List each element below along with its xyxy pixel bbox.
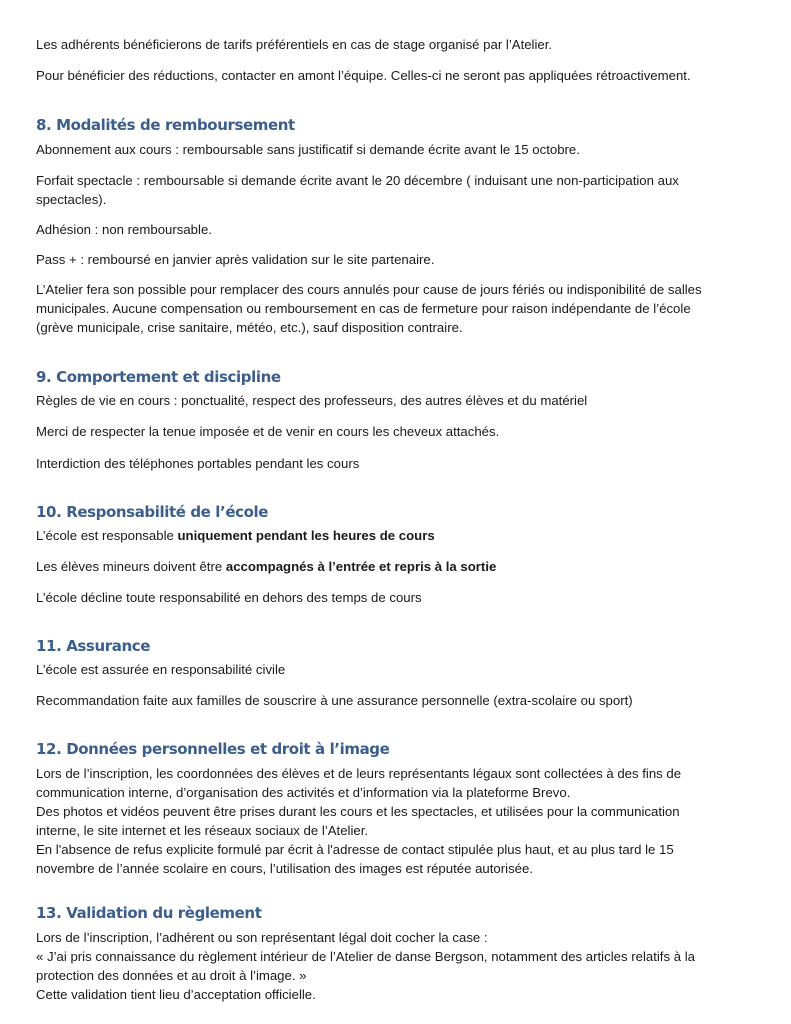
section-10-paragraph-2-bold: accompagnés à l’entrée et repris à la sortie <box>225 559 497 574</box>
section-12-line-5: En l'absence de refus explicite formulé par écrit à l'adresse de contact stipulée plus haut, et au plus tard le 15 <box>36 842 674 857</box>
section-8-paragraph-2-line-2: spectacles). <box>36 192 107 207</box>
section-9-heading: 9. Comportement et discipline <box>36 368 281 386</box>
section-10-paragraph-1 <box>36 527 435 545</box>
section-8-paragraph-4: Pass + : remboursé en janvier après validation sur le site partenaire. <box>36 252 435 267</box>
section-13-body <box>36 928 761 1004</box>
section-8-paragraph-5 <box>36 280 761 337</box>
section-9-paragraph-1: Règles de vie en cours : ponctualité, respect des professeurs, des autres élèves et du matériel <box>36 393 588 408</box>
section-13-line-2: « J’ai pris connaissance du règlement intérieur de l’Atelier de danse Bergson, notamment des articles relatifs à la <box>36 949 695 964</box>
section-8-paragraph-3: Adhésion : non remboursable. <box>36 222 212 237</box>
section-8-paragraph-5-line-2: municipales. Aucune compensation ou remboursement en cas de fermeture pour raison indépendante de l’école <box>36 301 691 316</box>
section-13-heading: 13. Validation du règlement <box>36 904 262 922</box>
section-8-paragraph-2-line-1: Forfait spectacle : remboursable si demande écrite avant le 20 décembre ( induisant une non-participation aux <box>36 173 679 188</box>
intro-paragraph-2: Pour bénéficier des réductions, contacter en amont l’équipe. Celles-ci ne seront pas appliquées rétroactivement. <box>36 68 691 83</box>
section-11-paragraph-2: Recommandation faite aux familles de souscrire à une assurance personnelle (extra-scolaire ou sport) <box>36 693 633 708</box>
section-12-line-6: novembre de l’année scolaire en cours, l’utilisation des images est réputée autorisée. <box>36 861 534 876</box>
section-8-paragraph-1: Abonnement aux cours : remboursable sans justificatif si demande écrite avant le 15 octobre. <box>36 142 580 157</box>
section-10-paragraph-1-text: L’école est responsable <box>36 528 178 543</box>
section-9-paragraph-3: Interdiction des téléphones portables pendant les cours <box>36 456 360 471</box>
section-10-heading: 10. Responsabilité de l’école <box>36 503 269 521</box>
section-8-heading: 8. Modalités de remboursement <box>36 116 295 134</box>
section-12-line-2: communication interne, d’organisation des activités et d’information via la plateforme Brevo. <box>36 785 571 800</box>
section-10-paragraph-1-bold: uniquement pendant les heures de cours <box>177 528 435 543</box>
section-13-line-4: Cette validation tient lieu d’acceptation officielle. <box>36 987 316 1002</box>
section-9-paragraph-2: Merci de respecter la tenue imposée et de venir en cours les cheveux attachés. <box>36 424 500 439</box>
section-12-body <box>36 764 761 878</box>
section-12-line-4: interne, le site internet et les réseaux sociaux de l’Atelier. <box>36 823 369 838</box>
section-10-paragraph-2 <box>36 558 496 576</box>
section-12-line-1: Lors de l’inscription, les coordonnées des élèves et de leurs représentants légaux sont collectées à des fins de <box>36 766 682 781</box>
section-13-line-1: Lors de l’inscription, l’adhérent ou son représentant légal doit cocher la case : <box>36 930 488 945</box>
section-11-heading: 11. Assurance <box>36 637 151 655</box>
section-12-heading: 12. Données personnelles et droit à l’image <box>36 740 390 758</box>
section-8-paragraph-5-line-3: (grève municipale, crise sanitaire, météo, etc.), sauf disposition contraire. <box>36 320 463 335</box>
intro-paragraph-1: Les adhérents bénéficierons de tarifs préférentiels en cas de stage organisé par l’Atelier. <box>36 37 553 52</box>
section-10-paragraph-3: L’école décline toute responsabilité en dehors des temps de cours <box>36 590 422 605</box>
section-13-line-3: protection des données et au droit à l’image. » <box>36 968 307 983</box>
section-8-paragraph-2 <box>36 171 761 209</box>
section-11-paragraph-1: L’école est assurée en responsabilité civile <box>36 662 286 677</box>
section-12-line-3: Des photos et vidéos peuvent être prises durant les cours et les spectacles, et utilisées pour la communication <box>36 804 680 819</box>
section-8-paragraph-5-line-1: L’Atelier fera son possible pour remplacer des cours annulés pour cause de jours fériés ou indisponibilité de salles <box>36 282 702 297</box>
section-10-paragraph-2-text: Les élèves mineurs doivent être <box>36 559 226 574</box>
